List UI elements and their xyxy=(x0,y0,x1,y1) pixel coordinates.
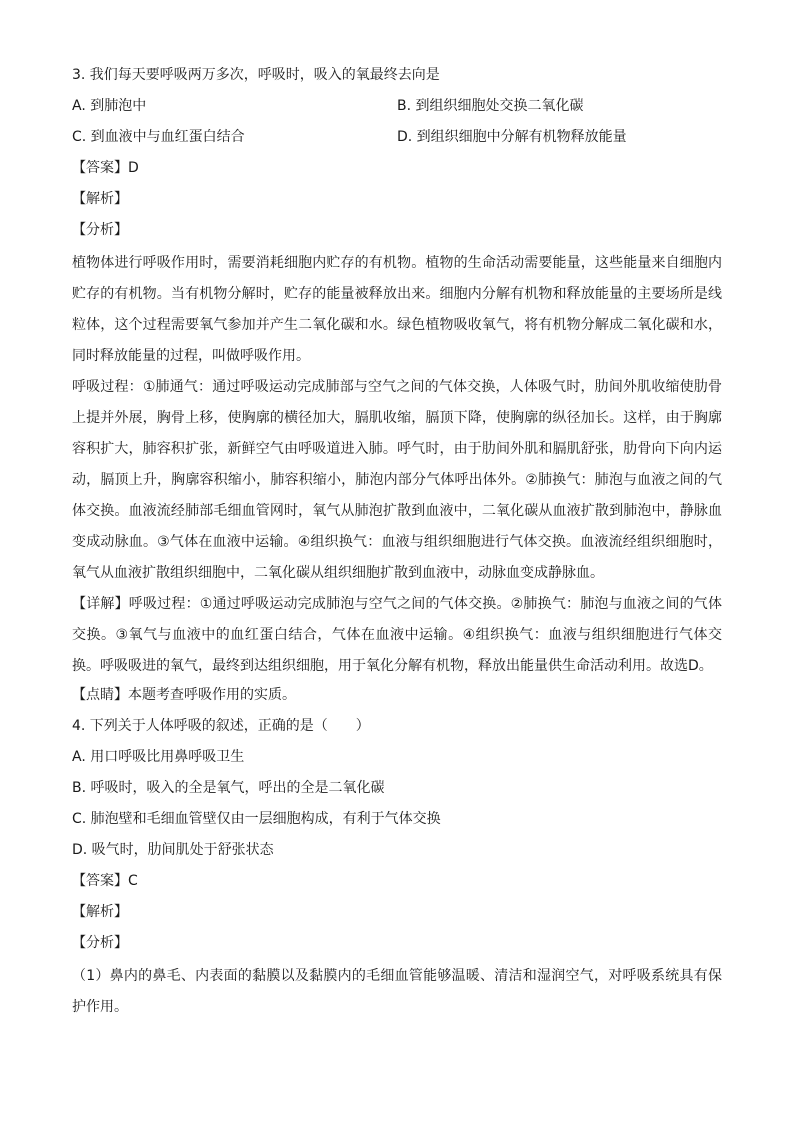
analysis-label: 【分析】 xyxy=(72,935,128,951)
analysis-paragraph: （1）鼻内的鼻毛、内表面的黏膜以及黏膜内的毛细血管能够温暖、清洁和湿润空气，对呼吸系统具有保护作用。 xyxy=(72,968,722,1015)
option-b: B. 到组织细胞处交换二氧化碳 xyxy=(397,98,584,114)
answer-label: 【答案】C xyxy=(72,873,138,889)
option-d: D. 到组织细胞中分解有机物释放能量 xyxy=(397,129,627,145)
option-c: C. 到血液中与血红蛋白结合 xyxy=(72,129,245,145)
detail-paragraph: 【详解】呼吸过程：①通过呼吸运动完成肺泡与空气之间的气体交换。②肺换气：肺泡与血液之间的气体交换。③氧气与血液中的血红蛋白结合，气体在血液中运输。④组织换气：血液与组织细胞进行气体交换。呼吸吸进的氧气，最终到达组织细胞，用于氧化分解有机物，释放出能量供生命活动利用。故选D。 xyxy=(72,596,722,674)
explanation-label: 【解析】 xyxy=(72,191,128,207)
analysis-paragraph: 植物体进行呼吸作用时，需要消耗细胞内贮存的有机物。植物的生命活动需要能量，这些能量来自细胞内贮存的有机物。当有机物分解时，贮存的能量被释放出来。细胞内分解有机物和释放能量的主要场所是线粒体，这个过程需要氧气参加并产生二氧化碳和水。绿色植物吸收氧气，将有机物分解成二氧化碳和水，同时释放能量的过程，叫做呼吸作用。 xyxy=(72,255,722,364)
explanation-label: 【解析】 xyxy=(72,904,128,920)
document-page xyxy=(72,62,722,1023)
option-b: B. 呼吸时，吸入的全是氧气，呼出的全是二氧化碳 xyxy=(72,780,385,796)
question-3-options-row-2 xyxy=(72,124,722,155)
question-3-stem: 3. 我们每天要呼吸两万多次，呼吸时，吸入的氧最终去向是 xyxy=(72,67,440,83)
analysis-paragraph: 呼吸过程：①肺通气：通过呼吸运动完成肺部与空气之间的气体交换，人体吸气时，肋间外肌收缩使肋骨上提并外展，胸骨上移，使胸廓的横径加大，膈肌收缩，膈顶下降，使胸廓的纵径加长。这样，由于胸廓容积扩大，肺容积扩张，新鲜空气由呼吸道进入肺。呼气时，由于肋间外肌和膈肌舒张，肋骨向下向内运动，膈顶上升，胸廓容积缩小，肺容积缩小，肺泡内部分气体呼出体外。②肺换气：肺泡与血液之间的气体交换。血液流经肺部毛细血管网时，氧气从肺泡扩散到血液中，二氧化碳从血液扩散到肺泡中，静脉血变成动脉血。③气体在血液中运输。④组织换气：血液与组织细胞进行气体交换。血液流经组织细胞时，氧气从血液扩散组织细胞中，二氧化碳从组织细胞扩散到血液中，动脉血变成静脉血。 xyxy=(72,379,722,581)
option-c: C. 肺泡壁和毛细血管壁仅由一层细胞构成，有利于气体交换 xyxy=(72,811,441,827)
answer-label: 【答案】D xyxy=(72,160,139,176)
option-a: A. 到肺泡中 xyxy=(72,98,147,114)
analysis-label: 【分析】 xyxy=(72,222,128,238)
option-a: A. 用口呼吸比用鼻呼吸卫生 xyxy=(72,749,245,765)
option-d: D. 吸气时，肋间肌处于舒张状态 xyxy=(72,842,274,858)
key-point: 【点睛】本题考查呼吸作用的实质。 xyxy=(72,687,296,703)
question-4-stem: 4. 下列关于人体呼吸的叙述，正确的是（ ） xyxy=(72,718,370,734)
question-3-options-row-1 xyxy=(72,93,722,124)
